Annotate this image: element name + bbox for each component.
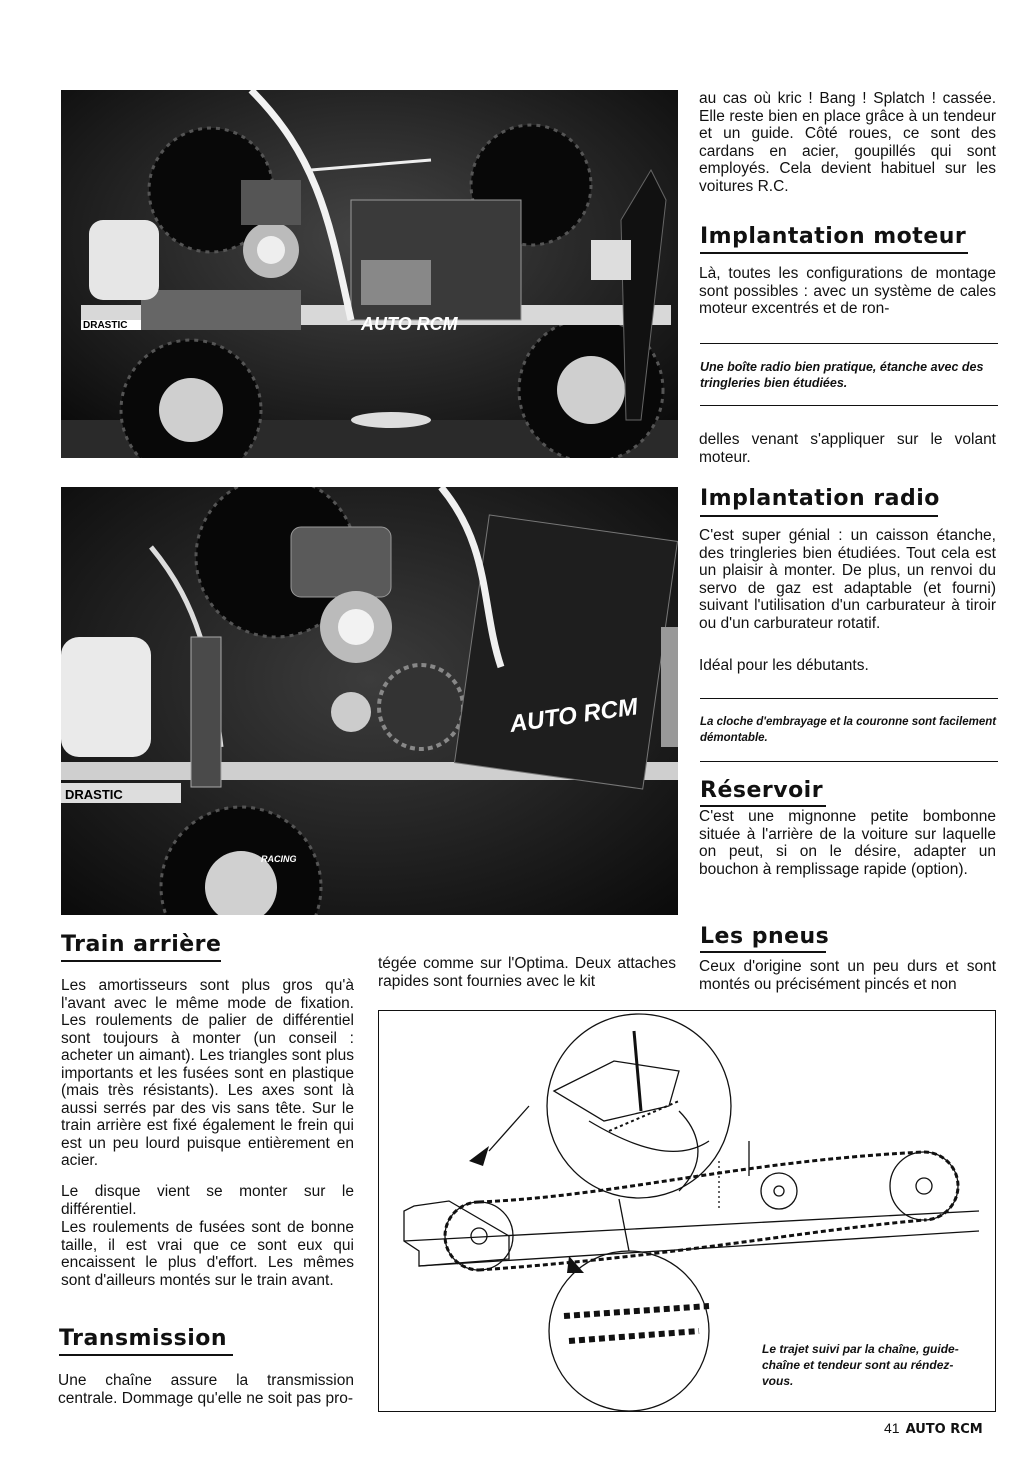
top-photo-drastic-lettering: DRASTIC [83,320,128,331]
implantation-radio-text-end: Idéal pour les débutants. [699,657,869,674]
middle-photo-racing-lettering: RACING [261,854,297,864]
train-arriere-paragraph-3: Les roulements de fusées sont de bonne taille, il est vrai que ce sont eux qui encaissent le plus d'effort. Les mêmes sont d'ailleurs montés sur le train avant. [61,1219,354,1289]
photo-chassis-closeup [61,487,678,915]
heading-underline [700,805,826,807]
heading-reservoir: Réservoir [700,778,824,803]
page-footer [884,1420,983,1437]
intro-paragraph: au cas où kric ! Bang ! Splatch ! cassée. Elle reste bien en place grâce à un tendeur et un guide. Côté roues, ce sont des cardans en acier, goupillés qui sont employés. Cela devient habituel sur les voitures R.C. [699,90,996,195]
diagram-caption: Le trajet suivi par la chaîne, guide-chaîne et tendeur sont au réndez-vous. [762,1342,959,1388]
heading-underline [700,951,826,953]
reservoir-text: C'est une mignonne petite bombonne située à l'arrière de la voiture sur laquelle on peut, si on le désire, adapter un bouchon à remplissage rapide (option). [699,808,996,878]
caption-rule-bottom [700,761,998,762]
implantation-radio-text: C'est super génial : un caisson étanche, des tringleries bien étudiées. Tout cela est un plaisir à monter. De plus, un renvoi du servo de gaz est adaptable (et fourni) suivant l'utilisation d'un carburateur à tiroir ou d'un carburateur rotatif. [699,527,996,632]
heading-underline [61,960,221,962]
caption-radio-box: Une boîte radio bien pratique, étanche avec des tringleries bien étudiées. [700,360,984,390]
chain-diagram [378,1010,996,1412]
train-arriere-paragraph-2: Le disque vient se monter sur le différentiel. [61,1183,354,1218]
heading-underline [700,515,938,517]
photo-chassis-top [61,90,678,458]
implantation-moteur-text: Là, toutes les configurations de montage sont possibles : avec un système de cales moteur excentrés et de ron- [699,265,996,317]
caption-rule-bottom [700,405,998,406]
implantation-moteur-text-continued: delles venant s'appliquer sur le volant moteur. [699,431,996,466]
heading-train-arriere: Train arrière [61,932,222,957]
caption-rule-top [700,343,998,344]
magazine-name: AUTO RCM [905,1422,983,1437]
transmission-text: Une chaîne assure la transmission centrale. Dommage qu'elle ne soit pas pro- [58,1372,354,1407]
heading-underline [59,1354,233,1356]
caption-rule-top [700,698,998,699]
top-photo-autorcm-lettering: AUTO RCM [361,314,458,334]
middle-photo-drastic-lettering: DRASTIC [65,787,123,802]
middle-photo-autorcm-lettering: AUTO RCM [508,693,640,738]
les-pneus-text: Ceux d'origine sont un peu durs et sont montés ou précisément pincés et non [699,958,996,993]
transmission-text-continued: tégée comme sur l'Optima. Deux attaches rapides sont fournies avec le kit [378,955,676,990]
caption-clutch: La cloche d'embrayage et la couronne sont facilement démontable. [700,716,997,744]
heading-underline [700,252,968,254]
page-number: 41 [884,1420,900,1436]
heading-les-pneus: Les pneus [700,924,830,949]
heading-implantation-moteur: Implantation moteur [700,224,967,249]
heading-transmission: Transmission [59,1326,228,1351]
heading-implantation-radio: Implantation radio [700,486,940,511]
train-arriere-paragraph-1: Les amortisseurs sont plus gros qu'à l'avant avec le même mode de fixation. Les roulements de palier de différentiel sont toujours à monter (un conseil : acheter un aimant). Les triangles sont plus importants et les fusées sont en plastique (mais très résistants). Les axes sont là aussi serrés par des vis sans tête. Sur le train arrière est fixé également le frein qui est un peu lourd puisque entièrement en acier. [61,977,354,1169]
